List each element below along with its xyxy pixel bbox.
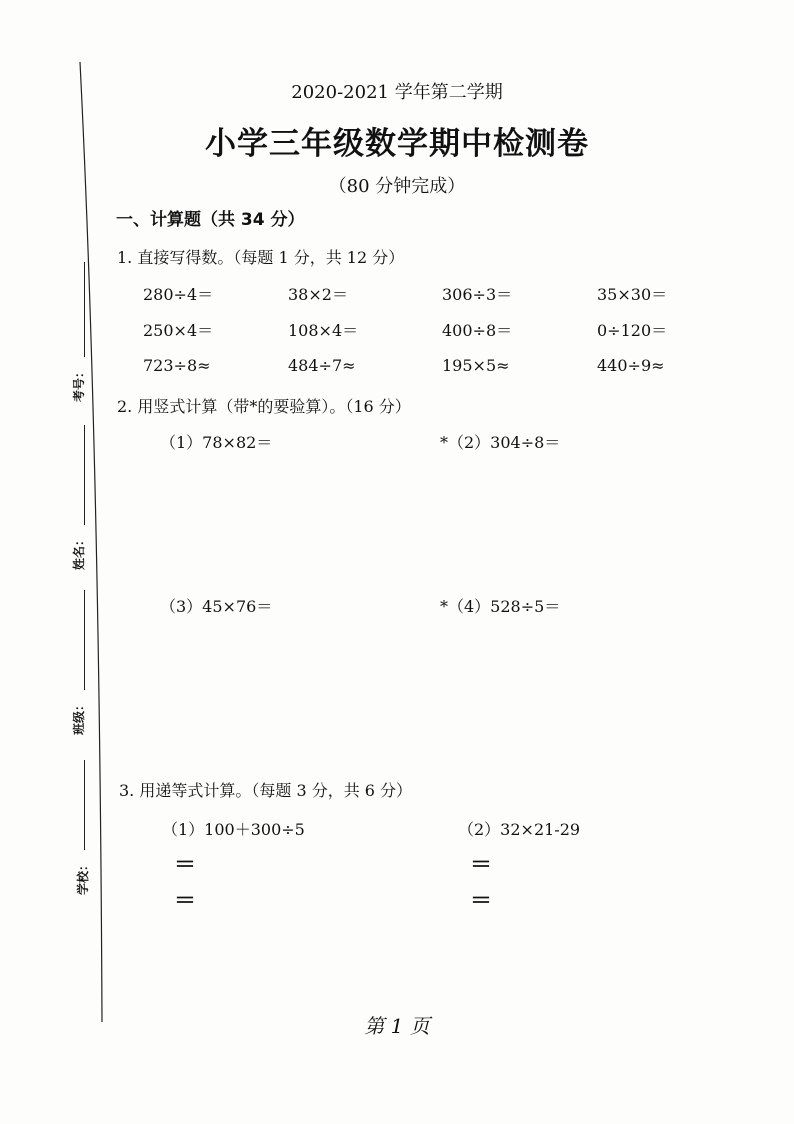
q1-item: 484÷7≈	[288, 356, 356, 375]
q2-item: （3）45×76＝	[160, 597, 273, 616]
equals-sign: ＝	[174, 888, 197, 914]
question-2-title: 2. 用竖式计算（带*的要验算）。（16 分）	[117, 397, 411, 416]
q1-item: 38×2＝	[288, 285, 348, 304]
school-label: 学校：	[76, 858, 90, 895]
q2-item: *（2）304÷8＝	[440, 433, 561, 452]
q2-item: *（4）528÷5＝	[440, 597, 561, 616]
name-field	[66, 425, 92, 575]
exam-number-line	[84, 262, 85, 357]
q1-item: 400÷8＝	[442, 321, 513, 340]
question-3-title: 3. 用递等式计算。（每题 3 分，共 6 分）	[119, 781, 413, 800]
page-title: 小学三年级数学期中检测卷	[205, 126, 589, 162]
q1-item: 0÷120＝	[597, 321, 668, 340]
class-field	[66, 590, 92, 740]
page-number: 第 1 页	[364, 1014, 430, 1038]
school-field	[66, 760, 92, 900]
year-term: 2020-2021 学年第二学期	[291, 82, 503, 103]
name-line	[84, 425, 85, 525]
class-label: 班级：	[72, 698, 86, 735]
equals-sign: ＝	[470, 852, 493, 878]
exam-number-field	[66, 262, 92, 407]
class-line	[84, 590, 85, 690]
equals-sign: ＝	[174, 852, 197, 878]
q1-item: 250×4＝	[143, 321, 214, 340]
q3-item: （2）32×21-29	[458, 820, 581, 839]
q1-item: 306÷3＝	[442, 285, 513, 304]
q3-item: （1）100＋300÷5	[162, 820, 305, 839]
time-limit: （80 分钟完成）	[328, 176, 466, 197]
q1-item: 280÷4＝	[143, 285, 214, 304]
equals-sign: ＝	[470, 888, 493, 914]
q1-item: 195×5≈	[442, 356, 510, 375]
question-1-title: 1. 直接写得数。（每题 1 分，共 12 分）	[117, 248, 405, 267]
section-heading: 一、计算题（共 34 分）	[116, 210, 305, 230]
q1-item: 440÷9≈	[597, 356, 665, 375]
q2-item: （1）78×82＝	[160, 433, 273, 452]
q1-item: 35×30＝	[597, 285, 668, 304]
exam-number-label: 考号：	[72, 365, 86, 402]
school-line	[84, 760, 85, 850]
name-label: 姓名：	[72, 533, 86, 570]
q1-item: 723÷8≈	[143, 356, 211, 375]
q1-item: 108×4＝	[288, 321, 359, 340]
